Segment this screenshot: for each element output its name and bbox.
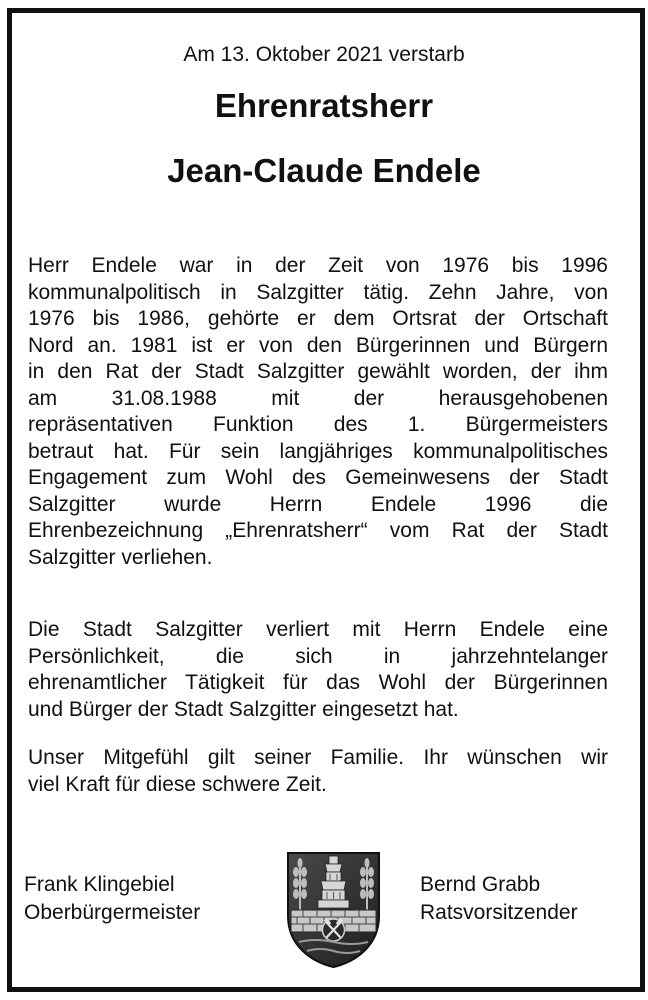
text-line: Ehrenbezeichnung „Ehrenratsherr“ vom Rat der Stadt [28,519,608,542]
text-line: Unser Mitgefühl gilt seiner Familie. Ihr wünschen wir [28,746,608,769]
signature-council-chair [420,871,578,927]
paragraph-biography [28,253,608,571]
signer-role: Oberbürgermeister [24,901,201,924]
text-line: Salzgitter verliehen. [28,545,213,569]
paragraph-condolence [28,745,608,798]
text-line: Herr Endele war in der Zeit von 1976 bis 1996 [28,254,608,277]
text-line: Persönlichkeit, die sich in jahrzehntelanger [28,644,608,668]
paragraph-tribute [28,617,608,723]
text-line: 1976 bis 1986, gehörte er dem Ortsrat der Ortschaft [28,307,608,330]
signer-name: Bernd Grabb [420,873,541,896]
text-line: Salzgitter wurde Herrn Endele 1996 die [28,492,608,516]
text-line: viel Kraft für diese schwere Zeit. [28,772,327,796]
signer-name: Frank Klingebiel [24,873,175,896]
deceased-name: Jean-Claude Endele [167,152,481,189]
text-line: am 31.08.1988 mit der herausgehobenen [28,386,608,410]
text-line: kommunalpolitisch in Salzgitter tätig. Zehn Jahre, von [28,280,608,304]
text-line: betraut hat. Für sein langjähriges kommunalpolitisches [28,439,608,463]
text-line: in den Rat der Stadt Salzgitter gewählt worden, der ihm [28,360,608,383]
intro-line: Am 13. Oktober 2021 verstarb [183,43,465,66]
city-coat-of-arms-icon [285,850,382,970]
text-line: ehrenamtlicher Tätigkeit für das Wohl der Bürgerinnen [28,671,608,694]
text-line: Engagement zum Wohl des Gemeinwesens der Stadt [28,466,608,489]
text-line: Nord an. 1981 ist er von den Bürgerinnen und Bürgern [28,333,608,357]
text-line: Die Stadt Salzgitter verliert mit Herrn Endele eine [28,618,608,641]
signer-role: Ratsvorsitzender [420,901,578,924]
text-line: und Bürger der Stadt Salzgitter eingesetzt hat. [28,697,459,721]
text-line: repräsentativen Funktion des 1. Bürgermeisters [28,413,608,436]
honorary-title: Ehrenratsherr [214,87,434,124]
signature-mayor [24,871,200,927]
